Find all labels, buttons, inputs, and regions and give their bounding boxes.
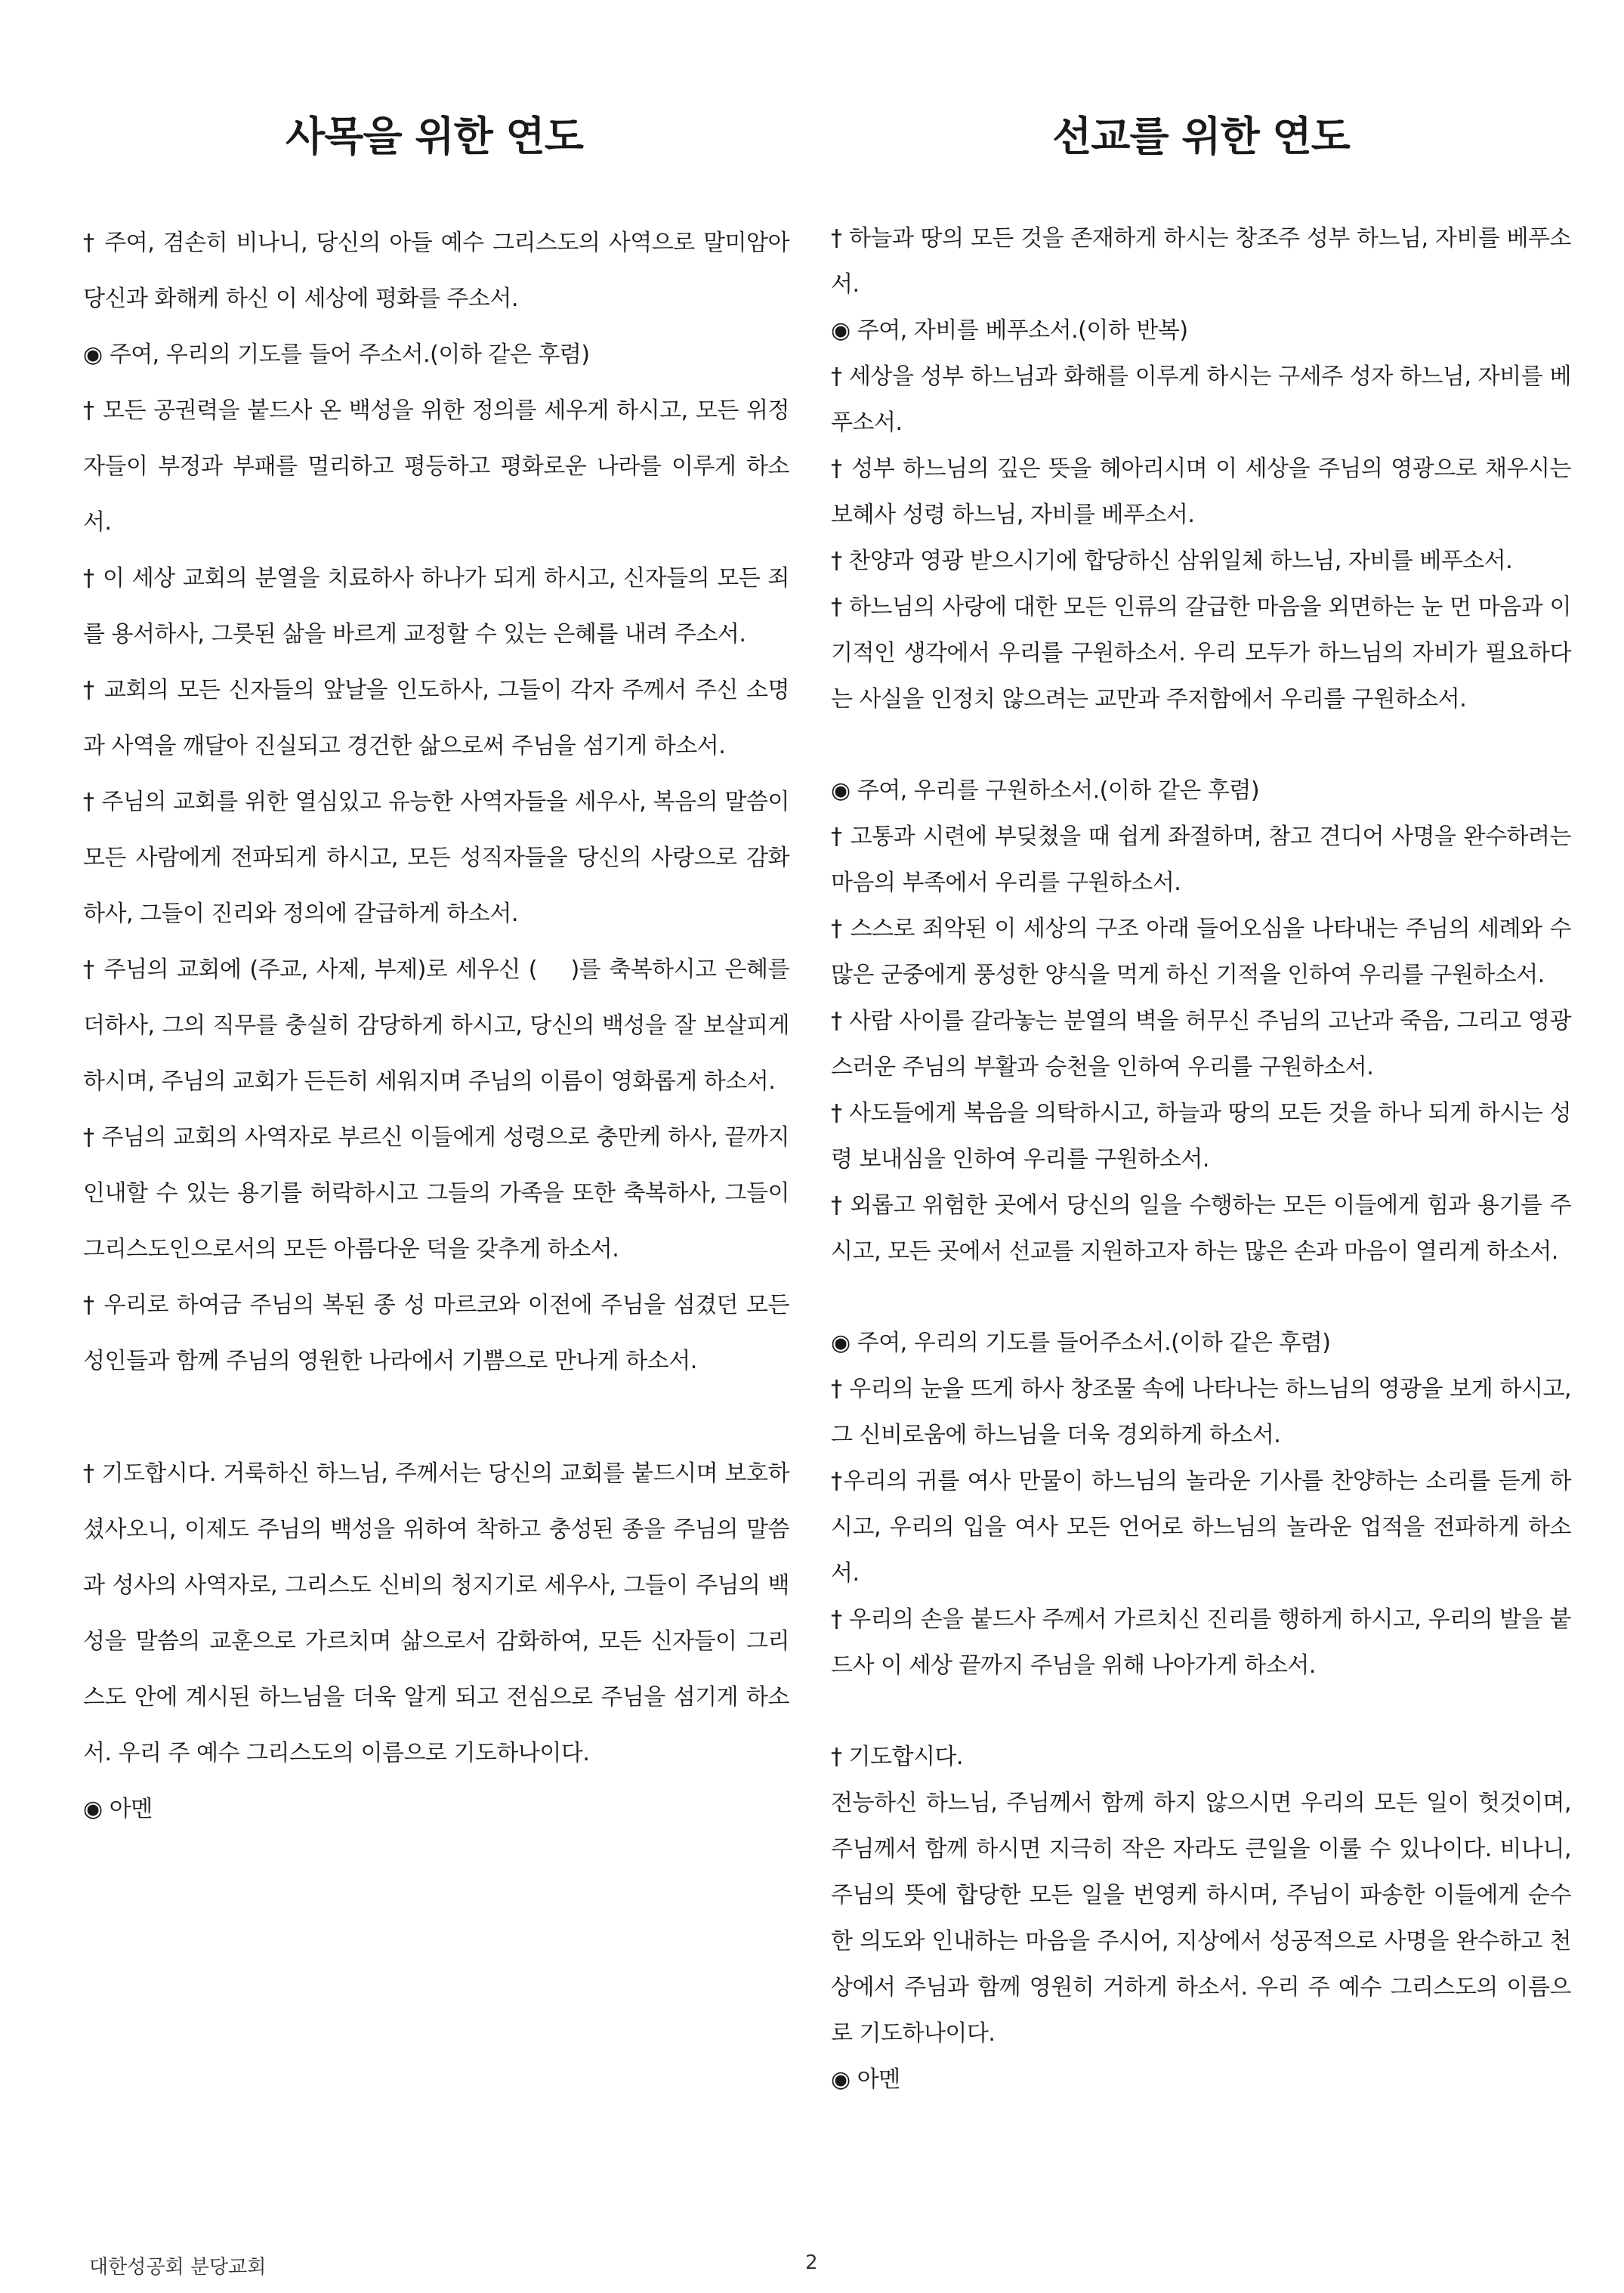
- litany-paragraph: † 스스로 죄악된 이 세상의 구조 아래 들어오심을 나타내는 주님의 세례와 수많은 군중에게 풍성한 양식을 먹게 하신 기적을 인하여 우리를 구원하소서.: [831, 916, 1571, 988]
- litany-paragraph: † 주여, 겸손히 비나니, 당신의 아들 예수 그리스도의 사역으로 말미암아 당신과 화해케 하신 이 세상에 평화를 주소서.: [83, 230, 789, 312]
- closing-prayer: 전능하신 하느님, 주님께서 함께 하지 않으시면 우리의 모든 일이 헛것이며, 주님께서 함께 하시면 지극히 작은 자라도 큰일을 이룰 수 있나이다. 비나니, 주님의 뜻에 합당한 모든 일을 번영케 하시며, 주님이 파송한 이들에게 순수한 의도와 인내하는 마음을 주시어, 지상에서 성공적으로 사명을 완수하고 천상에서 주님과 함께 영원히 거하게 하소서. 우리 주 예수 그리스도의 이름으로 기도하나이다.: [831, 1790, 1571, 2047]
- litany-paragraph: † 우리로 하여금 주님의 복된 종 성 마르코와 이전에 주님을 섬겼던 모든 성인들과 함께 주님의 영원한 나라에서 기쁨으로 만나게 하소서.: [83, 1292, 789, 1374]
- litany-paragraph: † 사람 사이를 갈라놓는 분열의 벽을 허무신 주님의 고난과 죽음, 그리고 영광스러운 주님의 부활과 승천을 인하여 우리를 구원하소서.: [831, 1008, 1571, 1080]
- right-section-title: 선교를 위한 연도: [1052, 113, 1350, 160]
- litany-paragraph: † 하늘과 땅의 모든 것을 존재하게 하시는 창조주 성부 하느님, 자비를 베푸소서.: [831, 225, 1571, 298]
- litany-paragraph: † 하느님의 사랑에 대한 모든 인류의 갈급한 마음을 외면하는 눈 먼 마음과 이기적인 생각에서 우리를 구원하소서. 우리 모두가 하느님의 자비가 필요하다는 사실을 인정치 않으려는 교만과 주저함에서 우리를 구원하소서.: [831, 594, 1571, 712]
- litany-paragraph: † 사도들에게 복음을 의탁하시고, 하늘과 땅의 모든 것을 하나 되게 하시는 성령 보내심을 인하여 우리를 구원하소서.: [831, 1100, 1571, 1173]
- litany-paragraph: †우리의 귀를 여사 만물이 하느님의 놀라운 기사를 찬양하는 소리를 듣게 하시고, 우리의 입을 여사 모든 언어로 하느님의 놀라운 업적을 전파하게 하소서.: [831, 1468, 1571, 1587]
- litany-response: ◉ 주여, 우리의 기도를 들어주소서.(이하 같은 후렴): [831, 1330, 1331, 1356]
- litany-paragraph: † 성부 하느님의 깊은 뜻을 헤아리시며 이 세상을 주님의 영광으로 채우시는 보혜사 성령 하느님, 자비를 베푸소서.: [831, 456, 1571, 528]
- litany-paragraph: † 모든 공권력을 붙드사 온 백성을 위한 정의를 세우게 하시고, 모든 위정자들이 부정과 부패를 멀리하고 평등하고 평화로운 나라를 이루게 하소서.: [83, 397, 789, 536]
- left-section-title: 사목을 위한 연도: [286, 113, 583, 160]
- footer-church-name: 대한성공회 분당교회: [89, 2256, 267, 2279]
- litany-paragraph: † 외롭고 위험한 곳에서 당신의 일을 수행하는 모든 이들에게 힘과 용기를 주시고, 모든 곳에서 선교를 지원하고자 하는 많은 손과 마음이 열리게 하소서.: [831, 1192, 1571, 1265]
- amen-response: ◉ 아멘: [83, 1796, 153, 1822]
- right-column-mission-litany: [831, 215, 1571, 2103]
- litany-paragraph: † 우리의 눈을 뜨게 하사 창조물 속에 나타나는 하느님의 영광을 보게 하시고, 그 신비로움에 하느님을 더욱 경외하게 하소서.: [831, 1376, 1571, 1448]
- litany-paragraph: † 주님의 교회의 사역자로 부르신 이들에게 성령으로 충만케 하사, 끝까지 인내할 수 있는 용기를 허락하시고 그들의 가족을 또한 축복하사, 그들이 그리스도인으로서의 모든 아름다운 덕을 갖추게 하소서.: [83, 1124, 789, 1262]
- litany-response: ◉ 주여, 자비를 베푸소서.(이하 반복): [831, 317, 1188, 344]
- litany-response: ◉ 주여, 우리의 기도를 들어 주소서.(이하 같은 후렴): [83, 341, 590, 368]
- left-column-ministry-litany: [83, 215, 789, 1837]
- closing-prayer-heading: † 기도합시다.: [831, 1744, 963, 1770]
- litany-paragraph: † 찬양과 영광 받으시기에 합당하신 삼위일체 하느님, 자비를 베푸소서.: [831, 548, 1513, 574]
- litany-paragraph: † 우리의 손을 붙드사 주께서 가르치신 진리를 행하게 하시고, 우리의 발을 붙드사 이 세상 끝까지 주님을 위해 나아가게 하소서.: [831, 1606, 1571, 1679]
- litany-paragraph: † 세상을 성부 하느님과 화해를 이루게 하시는 구세주 성자 하느님, 자비를 베푸소서.: [831, 363, 1571, 436]
- litany-paragraph: † 고통과 시련에 부딪쳤을 때 쉽게 좌절하며, 참고 견디어 사명을 완수하려는 마음의 부족에서 우리를 구원하소서.: [831, 824, 1571, 896]
- litany-paragraph: † 이 세상 교회의 분열을 치료하사 하나가 되게 하시고, 신자들의 모든 죄를 용서하사, 그릇된 삶을 바르게 교정할 수 있는 은혜를 내려 주소서.: [83, 565, 789, 647]
- closing-prayer: † 기도합시다. 거룩하신 하느님, 주께서는 당신의 교회를 붙드시며 보호하셨사오니, 이제도 주님의 백성을 위하여 착하고 충성된 종을 주님의 말씀과 성사의 사역자로, 그리스도 신비의 청지기로 세우사, 그들이 주님의 백성을 말씀의 교훈으로 가르치며 삶으로서 감화하여, 모든 신자들이 그리스도 안에 계시된 하느님을 더욱 알게 되고 전심으로 주님을 섬기게 하소서. 우리 주 예수 그리스도의 이름으로 기도하나이다.: [83, 1460, 789, 1766]
- litany-response: ◉ 주여, 우리를 구원하소서.(이하 같은 후렴): [831, 777, 1260, 804]
- litany-paragraph: † 주님의 교회에 (주교, 사제, 부제)로 세우신 ( )를 축복하시고 은혜를 더하사, 그의 직무를 충실히 감당하게 하시고, 당신의 백성을 잘 보살피게 하시며, 주님의 교회가 든든히 세워지며 주님의 이름이 영화롭게 하소서.: [83, 956, 789, 1095]
- litany-paragraph: † 주님의 교회를 위한 열심있고 유능한 사역자들을 세우사, 복음의 말씀이 모든 사람에게 전파되게 하시고, 모든 성직자들을 당신의 사랑으로 감화하사, 그들이 진리와 정의에 갈급하게 하소서.: [83, 789, 789, 927]
- amen-response: ◉ 아멘: [831, 2066, 900, 2093]
- litany-paragraph: † 교회의 모든 신자들의 앞날을 인도하사, 그들이 각자 주께서 주신 소명과 사역을 깨달아 진실되고 경건한 삶으로써 주님을 섬기게 하소서.: [83, 677, 789, 759]
- page-number: 2: [805, 2251, 818, 2274]
